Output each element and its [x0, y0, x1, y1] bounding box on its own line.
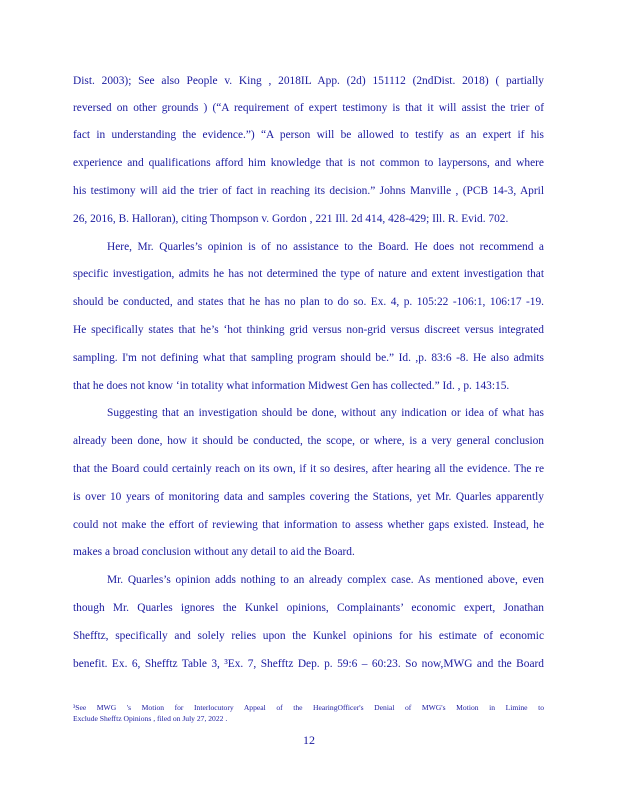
body-line: that the Board could certainly reach on its own, if it so desires, after hearing all the evidence. The re: [73, 463, 544, 475]
body-line: sampling. I'm not defining what that sampling program should be.” Id. ,p. 83:6 -8. He also admits: [73, 352, 544, 364]
body-line: Dist. 2003); See also People v. King , 2018IL App. (2d) 151112 (2ndDist. 2018) ( partially: [73, 75, 544, 87]
body-line: is over 10 years of monitoring data and samples covering the Stations, yet Mr. Quarles apparently: [73, 491, 544, 503]
body-line: experience and qualifications afford him knowledge that is not common to laypersons, and where: [73, 157, 544, 169]
body-line: specific investigation, admits he has not determined the type of nature and extent investigation that: [73, 268, 544, 280]
body-line: He specifically states that he’s ‘hot thinking grid versus non-grid versus discreet versus integrated: [73, 324, 544, 336]
body-line: fact in understanding the evidence.”) “A person will be allowed to testify as an expert if his: [73, 129, 544, 141]
body-line: could not make the effort of reviewing that information to assess whether gaps existed. Instead, he: [73, 519, 544, 531]
body-line: Mr. Quarles’s opinion adds nothing to an already complex case. As mentioned above, even: [107, 574, 544, 586]
body-line: Shefftz, specifically and solely relies upon the Kunkel opinions for his estimate of economic: [73, 630, 544, 642]
body-line: should be conducted, and states that he has no plan to do so. Ex. 4, p. 105:22 -106:1, 106:17 -19.: [73, 296, 544, 308]
body-line: Here, Mr. Quarles’s opinion is of no assistance to the Board. He does not recommend a: [107, 241, 544, 253]
body-line: reversed on other grounds ) (“A requirement of expert testimony is that it will assist the trier of: [73, 102, 544, 114]
body-line: makes a broad conclusion without any detail to aid the Board.: [73, 546, 355, 558]
body-line: already been done, how it should be conducted, the scope, or where, is a very general conclusion: [73, 435, 544, 447]
body-line: Suggesting that an investigation should be done, without any indication or idea of what has: [107, 407, 544, 419]
body-line: benefit. Ex. 6, Shefftz Table 3, ³Ex. 7, Shefftz Dep. p. 59:6 – 60:23. So now,MWG and the Board: [73, 658, 544, 670]
page-number: 12: [303, 733, 315, 747]
body-line: though Mr. Quarles ignores the Kunkel opinions, Complainants’ economic expert, Jonathan: [73, 602, 544, 614]
footnote-line: ³See MWG 's Motion for Interlocutory Appeal of the HearingOfficer's Denial of MWG's Motion in Limine to: [73, 703, 544, 712]
body-line: that he does not know ‘in totality what information Midwest Gen has collected.” Id. , p. 143:15.: [73, 380, 510, 392]
footnote-line: Exclude Shefftz Opinions , filed on July 27, 2022 .: [73, 714, 228, 723]
body-line: 26, 2016, B. Halloran), citing Thompson v. Gordon , 221 Ill. 2d 414, 428-429; Ill. R. Evid. 702.: [73, 213, 509, 225]
body-line: his testimony will aid the trier of fact in reaching its decision.” Johns Manville , (PCB 14-3, April: [73, 185, 544, 197]
